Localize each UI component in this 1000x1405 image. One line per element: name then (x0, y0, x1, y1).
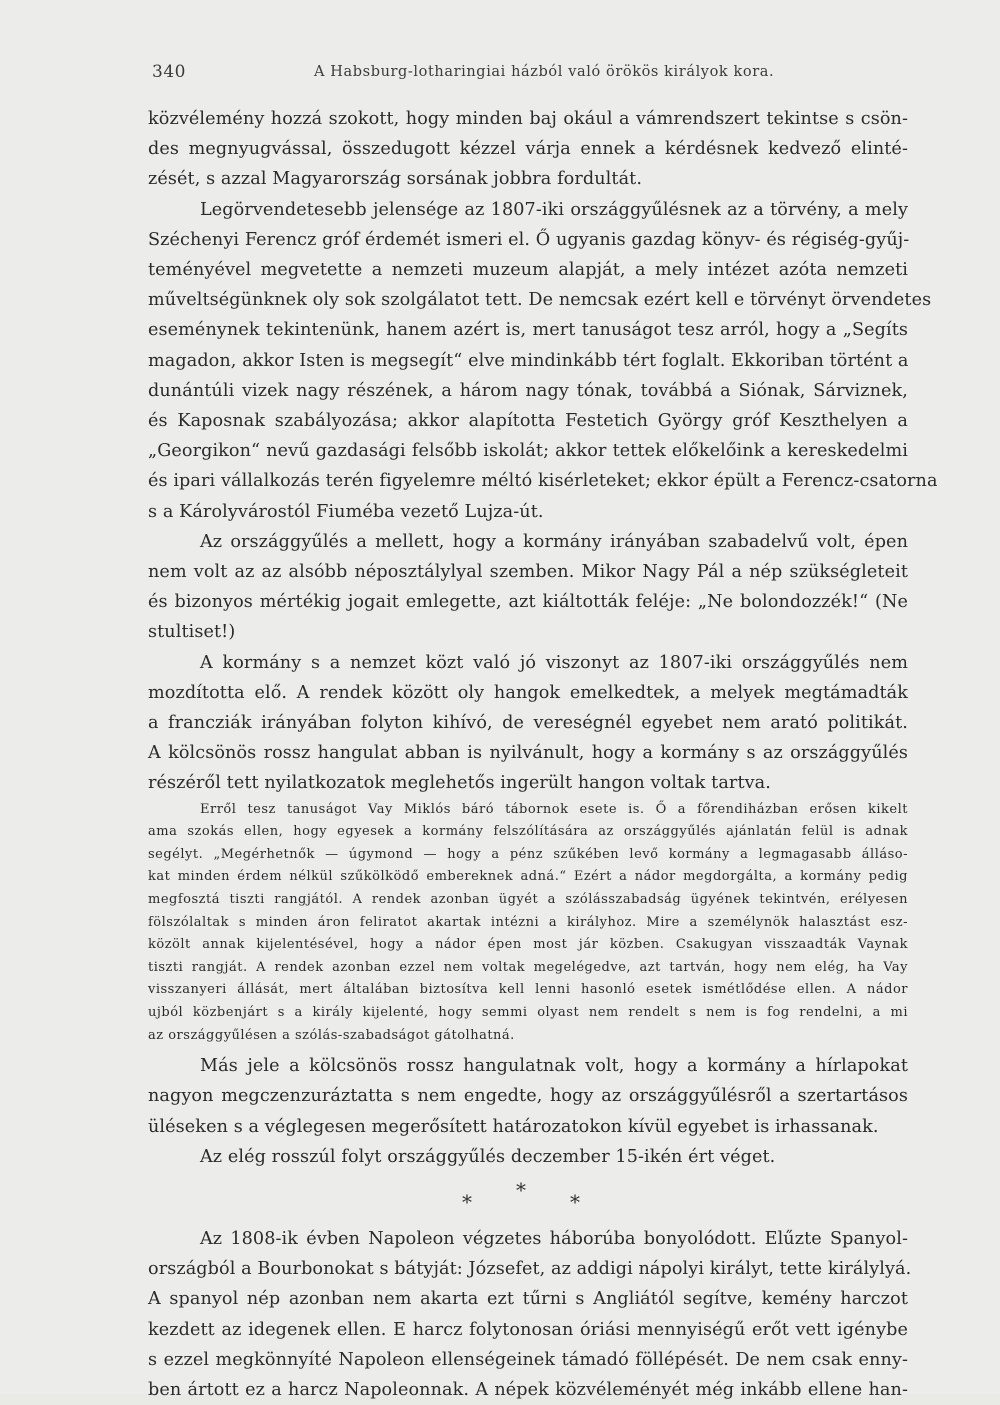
text-line: dunántúli vizek nagy részének, a három nagy tónak, továbbá a Siónak, Sárviznek, (148, 380, 908, 401)
page-header (152, 62, 912, 86)
text-line: Széchenyi Ferencz gróf érdemét ismeri el. Ő ugyanis gazdag könyv- és régiség-gyűj- (148, 229, 910, 250)
text-line: ben ártott ez a harcz Napoleonnak. A népek közvéleményét még inkább ellene han- (148, 1380, 908, 1401)
text-line: műveltségünknek oly sok szolgálatot tett. De nemcsak ezért kell e törvényt örvendetes (148, 290, 932, 311)
footnote-line: segélyt. „Megérhetnők — úgymond — hogy a pénz szűkében levő kormány a legmagasabb álláso- (148, 846, 908, 862)
text-line: teményével megvetette a nemzeti muzeum alapját, a mely intézet azóta nemzeti (148, 260, 908, 281)
text-line: A kölcsönös rossz hangulat abban is nyilvánult, hogy a kormány s az országgyűlés (148, 743, 908, 764)
footnote-line: visszanyeri állását, mert általában biztosítva kell lenni hasonló esetek ismétlődése ellen. A nádor (148, 982, 908, 998)
footnote-line: Erről tesz tanuságot Vay Miklós báró tábornok esete is. Ő a főrendiházban erősen kikelt (200, 801, 908, 817)
footnote-line: fölszólaltak s minden áron feliratot akartak intézni a királyhoz. Mire a személynök halasztást esz- (148, 914, 908, 930)
star-icon: * (516, 1178, 526, 1203)
text-line: Más jele a kölcsönös rossz hangulatnak volt, hogy a kormány a hírlapokat (200, 1056, 908, 1077)
paragraph-1 (148, 104, 908, 195)
page-number: 340 (152, 62, 186, 82)
paragraph-7 (148, 1224, 912, 1405)
text-line: des megnyugvással, összedugott kézzel várja ennek a kérdésnek kedvező elinté- (148, 139, 908, 160)
footnote-line: megfosztá tiszti rangjától. A rendek azonban ügyét a szólásszabadság ügyének tekintvén, erélyesen (148, 892, 908, 908)
text-line: üléseken s a véglegesen megerősített határozatokon kívül egyebet is irhassanak. (148, 1116, 879, 1137)
text-line: nagyon megczenzuráztatta s nem engedte, hogy az országgyűlésről a szertartásos (148, 1086, 908, 1107)
text-line: országból a Bourbonokat s bátyját: Józsefet, az addigi nápolyi királyt, tette királylyá. (148, 1259, 912, 1280)
text-line: A kormány s a nemzet közt való jó viszonyt az 1807-iki országgyűlés nem (200, 652, 908, 673)
paragraph-5 (148, 1051, 908, 1142)
text-line: közvélemény hozzá szokott, hogy minden baj okául a vámrendszert tekintse s csön- (148, 109, 908, 129)
text-line: a francziák irányában folyton kihívó, de vereségnél egyebet nem arató politikát. (148, 713, 908, 734)
star-icon: * (462, 1190, 472, 1215)
section-break (148, 1172, 908, 1224)
text-line: Az 1808-ik évben Napoleon végzetes háborúba bonyolódott. Elűzte Spanyol- (200, 1229, 908, 1250)
footnote-line: közölt annak kijelentésével, hogy a nádor épen most jár közben. Csakugyan visszaadták Vaynak (148, 937, 908, 953)
text-line: kezdett az idegenek ellen. E harcz folytonosan óriási mennyiségű erőt vett igénybe (148, 1319, 908, 1340)
text-line: Legörvendetesebb jelensége az 1807-iki országgyűlésnek az a törvény, a mely (200, 199, 908, 220)
text-line: mozdította elő. A rendek között oly hangok emelkedtek, a melyek megtámadták (148, 682, 908, 703)
text-line: eseménynek tekintenünk, hanem azért is, mert tanuságot tesz arról, hogy a „Segíts (148, 320, 908, 341)
text-line: Az elég rosszúl folyt országgyűlés deczember 15-ikén ért véget. (200, 1146, 776, 1167)
footnote-line: ujból közbenjárt s a király kijelenté, hogy semmi olyast nem rendelt s nem is fog rendelni, a mi (148, 1005, 908, 1021)
text-line: „Georgikon“ nevű gazdasági felsőbb iskolát; akkor tettek előkelőink a kereskedelmi (148, 441, 908, 462)
text-line: Az országgyűlés a mellett, hogy a kormány irányában szabadelvű volt, épen (200, 531, 908, 552)
footnote-line: az országgyűlésen a szólás-szabadságot gátolhatná. (148, 1027, 515, 1043)
text-line: és Kaposnak szabályozása; akkor alapította Festetich György gróf Keszthelyen a (148, 411, 908, 432)
footnote-line: kat minden érdem nélkül szűkölködő embereknek adná.“ Ezért a nádor megdorgálta, a kormány pedig (148, 869, 908, 885)
paragraph-2 (148, 195, 938, 527)
text-line: A spanyol nép azonban nem akarta ezt tűrni s Angliától segítve, kemény harczot (148, 1289, 908, 1310)
text-line: s a Károlyvárostól Fiuméba vezető Lujza-út. (148, 501, 544, 522)
text-line: s ezzel megkönnyíté Napoleon ellenségeinek támadó föllépését. De nem csak enny- (148, 1349, 908, 1370)
text-line: zését, s azzal Magyarország sorsának jobbra fordultát. (148, 169, 643, 190)
running-title: A Habsburg-lotharingiai házból való örökös királyok kora. (314, 64, 775, 80)
text-line: magadon, akkor Isten is megsegít“ elve mindinkább tért foglalt. Ekkoriban történt a (148, 350, 909, 371)
paragraph-6 (148, 1142, 908, 1172)
star-icon: * (570, 1190, 580, 1215)
footnote (148, 799, 908, 1048)
text-line: és bizonyos mértékig jogait emlegette, azt kiáltották feléje: „Ne bolondozzék!“ (Ne (148, 592, 908, 613)
footnote-line: tiszti rangját. A rendek azonban ezzel nem voltak megelégedve, azt tartván, hogy nem elég, ha Vay (148, 959, 908, 975)
text-line: részéről tett nyilatkozatok meglehetős ingerült hangon voltak tartva. (148, 773, 771, 794)
paragraph-4 (148, 648, 908, 799)
text-line: nem volt az az alsóbb néposztálylyal szemben. Mikor Nagy Pál a nép szükségleteit (148, 562, 908, 583)
text-line: stultiset!) (148, 622, 236, 643)
body-text (148, 104, 938, 1405)
footnote-line: ama szokás ellen, hogy egyesek a kormány felszólítására az országgyűlés ajánlatán felül is adnak (148, 824, 908, 840)
text-line: és ipari vállalkozás terén figyelemre méltó kisérleteket; ekkor épült a Ferencz-csatorna (148, 471, 938, 492)
paragraph-3 (148, 527, 908, 648)
